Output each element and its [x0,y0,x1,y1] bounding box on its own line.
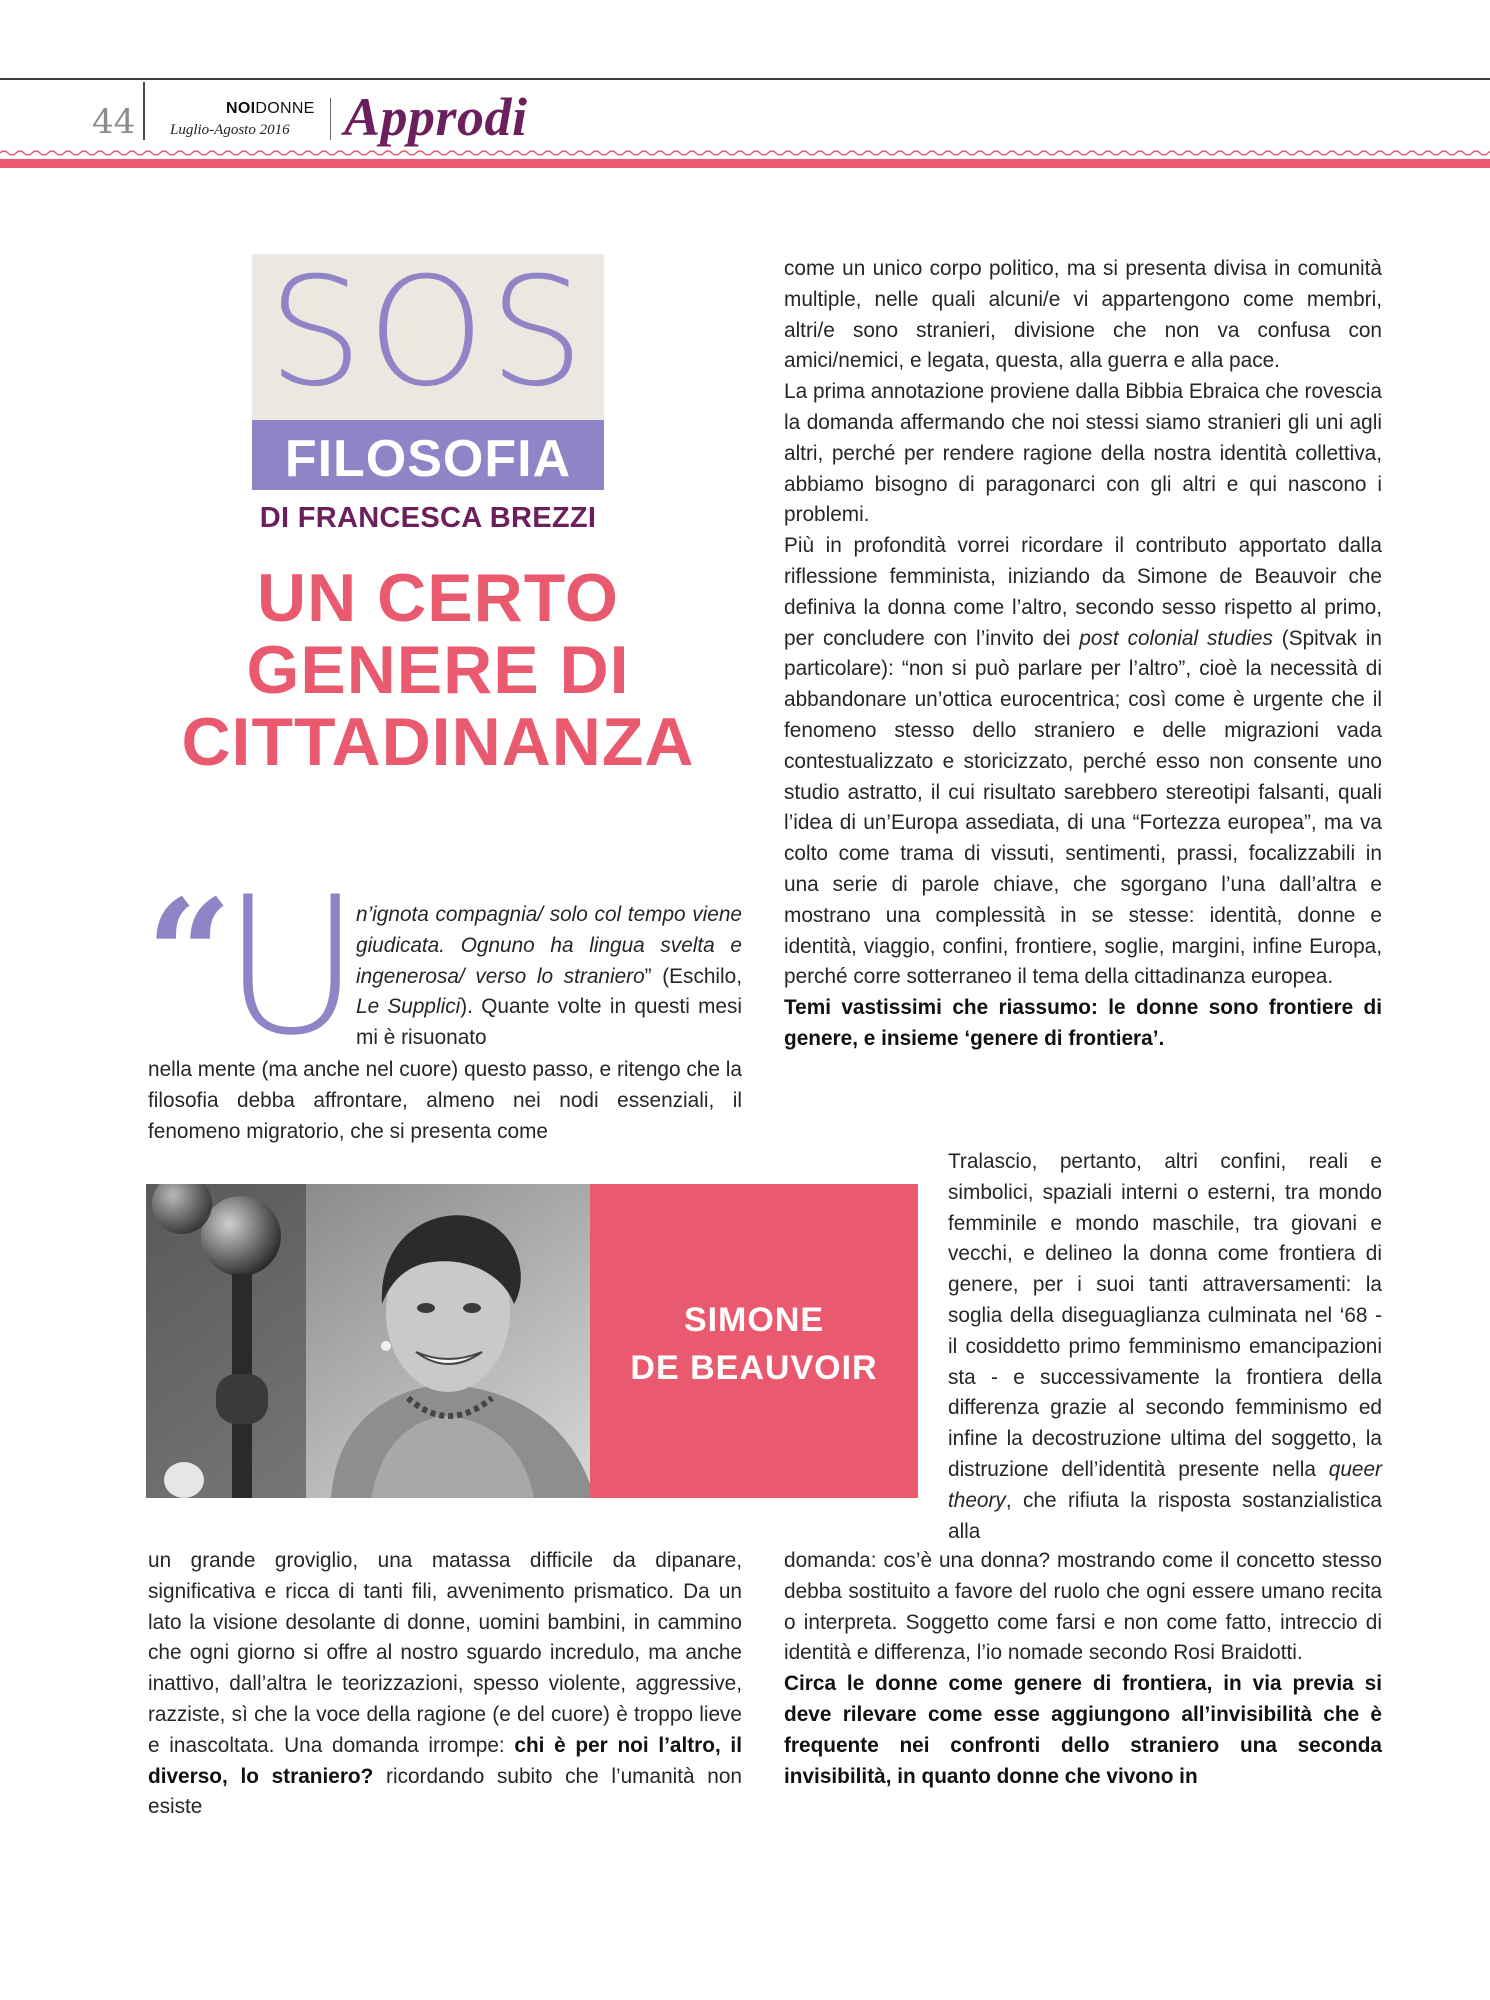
headline [158,562,718,778]
header-wave-border [0,148,1490,158]
caption-line-1: SIMONE [683,1301,825,1339]
quote-italic: n’ignota compagnia/ solo col tempo viene giudicata. Ognuno ha lingua svelta e ingenerosa/ verso lo straniero [356,903,742,988]
bold-highlight: Circa le donne come genere di frontiera, in via previa si deve rilevare come esse aggiungono all’invisibilità che è frequente nei confronti dello straniero una seconda invisibilità, in quanto donne che vivono in [784,1672,1382,1788]
italic-term: queer theory [948,1457,1382,1512]
bold-highlight: Temi vastissimi che riassumo: le donne sono frontiere di genere, e insieme ‘genere di frontiera’. [784,996,1382,1050]
sos-kicker: SOS [267,246,589,420]
text-run: , che rifiuta la risposta sostanzialistica alla [948,1488,1382,1543]
text-run: ricordando subito che l’umanità non esiste [148,1764,742,1819]
paragraph [784,531,1382,993]
drop-cap: U [222,856,362,1077]
text-run: ). Quante volte in questi mesi mi è risuonato [356,995,742,1050]
caption-line-2: DE BEAUVOIR [630,1349,878,1387]
section-title: Approdi [344,87,528,147]
right-column-top [784,254,1382,1055]
magazine-name-rest: DONNE [255,100,315,117]
text-run: un grande groviglio, una matassa difficile da dipanare, significativa e ricca di tanti fili, avvenimento prismatico. Da un lato la visione desolante di donne, uomini bambini, in cammino che ogni giorno si offre al nostro sguardo incredulo, ma anche inattivo, dall’altra le teorizzazioni, spesso violente, aggressive, razziste, sì che la voce della ragione (e del cuore) è troppo lieve e inascoltata. Una domanda irrompe: [148,1549,742,1757]
header-divider [143,82,145,140]
text-run: ” (Eschilo, [644,964,742,988]
filosofia-band [252,420,604,490]
filosofia-label: FILOSOFIA [284,430,572,488]
portrait-photo [146,1184,590,1498]
text-run: Tralascio, pertanto, altri confini, reali e simbolici, spaziali interni o esterni, tra mondo femminile e mondo maschile, tra giovani e vecchi, e delineo la donna come frontiera di genere, per i suoi tanti attraversamenti: la soglia della diseguaglianza culminata nel ‘68 - il cosiddetto primo femminismo emancipazioni sta - e successivamente la frontiera della differenza grazie al secondo femminismo ed infine la decostruzione ultima del soggetto, la distruzione dell’identità presente nella [948,1150,1382,1481]
author-byline: DI FRANCESCA BREZZI [259,502,597,534]
header-top-rule [0,78,1490,80]
magazine-name-bold: NOI [226,100,256,117]
caption-box [590,1184,918,1498]
right-column-mid [948,1147,1382,1547]
paragraph: come un unico corpo politico, ma si presenta divisa in comunità multiple, nelle quali alcuni/e vi appartengono come membri, altri/e sono stranieri, divisione che non va confusa con amici/nemici, e legata, questa, alla guerra e alla pace. [784,257,1382,373]
issue-date: Luglio-Agosto 2016 [170,122,290,138]
header-pink-band [0,159,1490,168]
sos-kicker-box [252,246,604,420]
quote-mark: “ [146,867,233,1043]
paragraph: domanda: cos’è una donna? mostrando come il concetto stesso debba sostituito a favore del ruolo che ogni essere umano recita o interpreta. Soggetto come farsi e non come fatto, intreccio di identità e differenza, l’io nomade secondo Rosi Braidotti. [784,1549,1382,1665]
italic-term: post colonial studies [1079,626,1273,650]
portrait-illustration [146,1184,590,1498]
left-column-mid: nella mente (ma anche nel cuore) questo passo, e ritengo che la filosofia debba affrontare, almeno nei nodi essenziali, il fenomeno migratorio, che si presenta come [148,1058,742,1143]
headline-line-1: UN CERTO [257,560,619,636]
work-title: Le Supplici [356,995,461,1019]
paragraph: La prima annotazione proviene dalla Bibbia Ebraica che rovescia la domanda affermando che noi stessi siamo stranieri gli uni agli altri, perché per rendere ragione della nostra identità collettiva, abbiamo bisogno di paragonarci con gli altri e qui nascono i problemi. [784,380,1382,527]
right-column-bottom [784,1546,1382,1792]
text-run: Più in profondità vorrei ricordare il contributo apportato dalla riflessione femminista, iniziando da Simone de Beauvoir che definiva la donna come l’altro, secondo sesso rispetto al primo, per concludere con l’invito dei [784,534,1382,650]
text-run: (Spitvak in particolare): “non si può parlare per l’altro”, cioè la necessità di abbandonare un’ottica eurocentrica; così come è urgente che il fenomeno stesso dello straniero e delle migrazioni vada contestualizzato e storicizzato, perché esso non consente uno studio astratto, il cui risultato sarebbero stereotipi falsanti, quali l’idea di un’Europa assediata, di una “Fortezza europea”, ma va colto come trama di vissuti, sentimenti, prassi, focalizzabili in una serie di parole chiave, che sgorgano l’una dall’altra e mostrano una complessità in se stesse: identità, donne e identità, viaggio, confini, frontiere, soglie, margini, infine Europa, perché corre sotterraneo il tema della cittadinanza europea. [784,626,1382,989]
page-number: 44 [92,102,136,142]
photo-caption [590,1296,918,1392]
headline-line-2: GENERE DI [246,632,630,708]
header-divider-2 [330,98,331,140]
headline-line-3: CITTADINANZA [181,704,695,780]
bold-question: chi è per noi l’altro, il diverso, lo straniero? [148,1733,742,1788]
opening-quote-text [356,900,742,1054]
left-column-bottom [148,1546,742,1823]
magazine-name [226,100,315,118]
